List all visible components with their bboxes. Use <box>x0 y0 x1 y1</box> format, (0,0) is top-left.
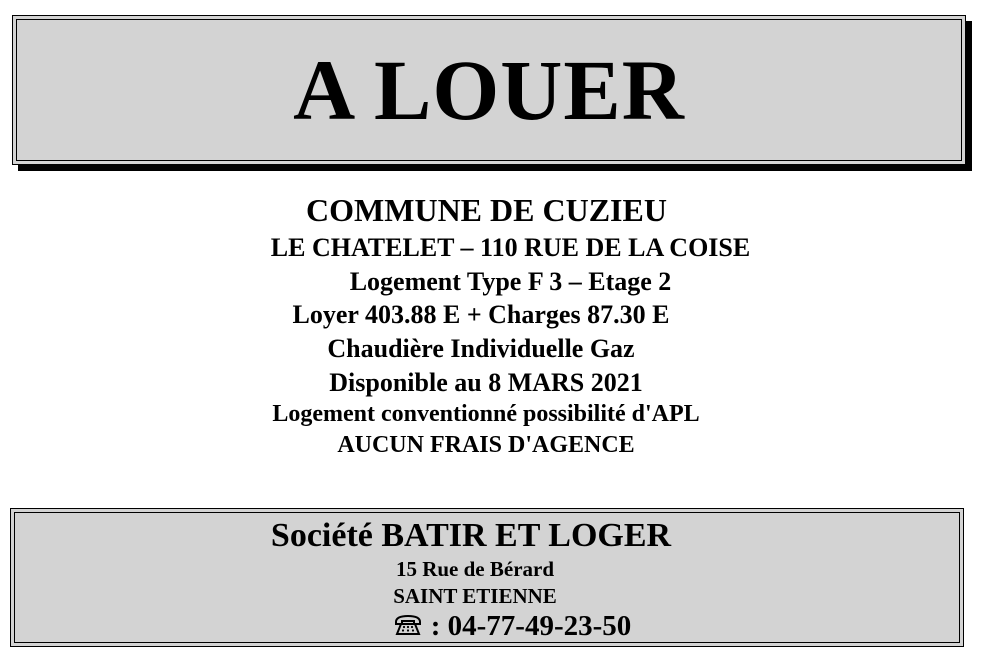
phone-line <box>61 610 963 645</box>
apl-line: Logement conventionné possibilité d'APL <box>272 401 700 427</box>
rent-line: Loyer 403.88 E + Charges 87.30 E <box>292 300 670 329</box>
agency-fees-line: AUCUN FRAIS D'AGENCE <box>337 432 635 458</box>
street-address: 15 Rue de Bérard <box>395 557 555 581</box>
title-banner <box>12 15 966 165</box>
phone-number: : 04-77-49-23-50 <box>430 610 632 642</box>
availability-line: Disponible au 8 MARS 2021 <box>329 368 643 397</box>
housing-type-line: Logement Type F 3 – Etage 2 <box>349 267 672 296</box>
telephone-icon <box>393 612 423 645</box>
heating-line: Chaudière Individuelle Gaz <box>327 334 635 363</box>
commune-line: COMMUNE DE CUZIEU <box>306 192 667 228</box>
city-name: SAINT ETIENNE <box>393 584 557 608</box>
contact-box <box>10 508 964 647</box>
address-line: LE CHATELET – 110 RUE DE LA COISE <box>270 233 751 262</box>
company-name: Société BATIR ET LOGER <box>270 517 672 554</box>
page-title: A LOUER <box>293 42 685 138</box>
